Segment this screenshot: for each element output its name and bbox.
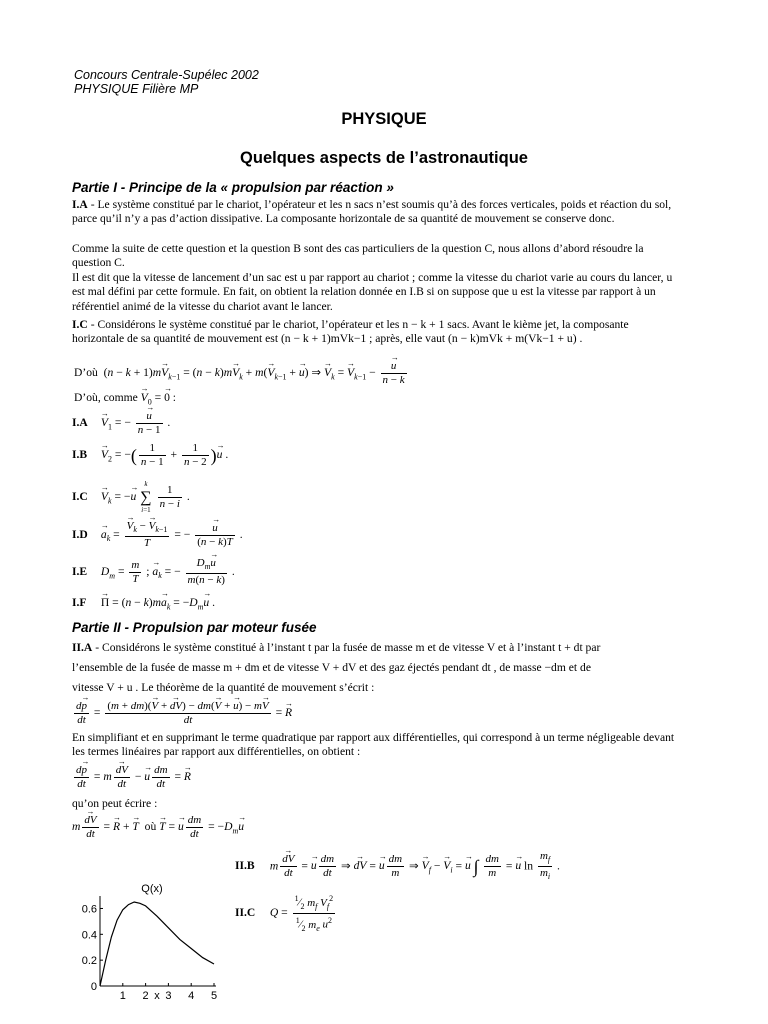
eq-momentum-theorem: $\frac{d\to p}{dt}$ = $\frac{(m + dm)(\to V + \to dV) - dm(\to V + \to u) - m\to V}{dt}$ = → R bbox=[72, 700, 292, 727]
page-title: PHYSIQUE bbox=[341, 110, 427, 128]
eq-simplified: $\frac{d\to p}{dt}$ = m → $\frac{dV}{dt}$ − → u $\frac{dm}{dt}$ = → R bbox=[72, 764, 191, 791]
simplif-paragraph: En simplifiant et en supprimant le terme quadratique par rapport aux différentielles, qui correspond à un terme négligeable devant les termes linéaires par rapport aux différentielles, on obtient : bbox=[72, 731, 675, 759]
quon-text: qu’on peut écrire : bbox=[72, 797, 158, 810]
eq-momentum-balance: D’où $(n - k + 1)m\to V_{k-1} = (n - k)m\to V_k + m(\to V_{k-1}$ + → u) ⇒ → $V_k$ = → $V_{k-1}$ − → $\frac{u}{n - k}$ bbox=[74, 360, 409, 387]
answer-ID: $I.D \to a_k$ = → $\frac{V_k - \to V_{k-1}}{T}$ = − → $\frac{u}{(n - k)T}$ . bbox=[72, 520, 243, 550]
y-tick-label: 0 bbox=[90, 981, 97, 993]
IIA-line-1: II.A - Considérons le système constitué à l’instant t par la fusée de masse m et de vitesse V et à l’instant t + dt par bbox=[72, 641, 601, 654]
q-curve-line bbox=[100, 902, 214, 986]
answer-ID-label: I.D bbox=[72, 527, 88, 541]
IA-label: I.A bbox=[72, 198, 88, 211]
IIA-line-2: l’ensemble de la fusée de masse m + dm et de vitesse V + dV et des gaz éjectés pendant dt , de masse −dm et de bbox=[72, 661, 591, 674]
answer-IF-label: I.F bbox=[72, 596, 87, 609]
answer-IA: $I.A \to V_1$ = − → $\frac{u}{n - 1}$ . bbox=[72, 410, 170, 437]
answer-IIB-label: II.B bbox=[235, 859, 255, 873]
y-tick-label: 0.4 bbox=[81, 929, 97, 942]
document-header bbox=[74, 68, 259, 96]
answer-IE: I.E $D_m$ = $\frac{m}{T}$ ; → $a_k$ = − $\frac{D_m\to u}{m(n - k)}$ . bbox=[72, 557, 235, 587]
answer-IIC-label: II.C bbox=[235, 906, 256, 919]
ou-label: où bbox=[144, 820, 157, 834]
il-paragraph: Il est dit que la vitesse de lancement d’un sac est u par rapport au chariot ; comme la vitesse du chariot varie au cours du lancer, u est mal défini par cette formule. En fait, on obtient la relation donnée en I.B si on suppose que u est la vitesse par rapport à un référentiel animé de la vitesse du chariot avant le lancer. bbox=[72, 271, 673, 313]
header-line-1: Concours Centrale-Supélec 2002 bbox=[74, 68, 259, 82]
x-axis-label: x bbox=[154, 990, 160, 1002]
answer-IC-label: I.C bbox=[72, 490, 88, 504]
IIA-line-3: vitesse V + u . Le théorème de la quantité de mouvement s’écrit : bbox=[72, 681, 375, 694]
y-tick-label: 0.6 bbox=[81, 903, 97, 916]
dou-comme-label: D’où, comme bbox=[74, 391, 138, 404]
answer-IF: $I.F \to \Pi = (n - k)m\to a_k = -D_m\to u$ . bbox=[72, 596, 215, 614]
answer-IB: $I.B \to V_2$ = −( $\frac{1}{n - 1}$ + $\frac{1}{n - 2}$ )→ u . bbox=[72, 442, 228, 469]
answer-IC: $I.C \to V_k$ = −→ u k ∑ i=1 $\frac{1}{n - i}$ . bbox=[72, 478, 190, 517]
answer-IB-label: I.B bbox=[72, 448, 88, 462]
comme-paragraph: Comme la suite de cette question et la question B sont des cas particuliers de la question C, nous allons d’abord résoudre la question C. bbox=[72, 242, 644, 270]
IC-label: I.C bbox=[72, 318, 88, 331]
eq-initial-condition: D’où, comme → $V_0$ = → 0 : bbox=[74, 391, 176, 409]
IA-text: - Le système constitué par le chariot, l’opérateur et les n sacs n’est soumis qu’à des forces verticales, poids et réaction du sol, parce qu’il n’y a pas d’action dissipative. La composante horizontale de sa quantité de mouvement se conserve donc. bbox=[72, 198, 672, 226]
partie-1-heading: Partie I - Principe de la « propulsion par réaction » bbox=[72, 180, 394, 195]
x-tick-label: 4 bbox=[188, 990, 195, 1002]
x-tick-label: 2 bbox=[142, 990, 149, 1002]
partie-2-heading: Partie II - Propulsion par moteur fusée bbox=[72, 620, 317, 635]
chart-series bbox=[100, 902, 214, 986]
answer-IE-label: I.E bbox=[72, 564, 88, 578]
answer-IIC: II.C Q = $\frac{^1⁄_2 m_f V_f^2}{^1⁄_2 m_e u^2}$ bbox=[235, 894, 334, 933]
chart-title: Q(x) bbox=[141, 883, 163, 895]
q-of-x-chart bbox=[78, 880, 228, 1004]
answer-IIB: II.B m → $\frac{dV}{dt}$ = → u $\frac{dm}{dt}$ ⇒ → dV = → u $\frac{dm}{m}$ ⇒ → $V_f$ − → $V_i$ = → u ∫ $\frac{dm}{m}$ = → u ln $\frac{m_f}{m_i}$ . bbox=[235, 850, 560, 883]
y-tick-label: 0.2 bbox=[81, 955, 97, 968]
IC-text: - Considérons le système constitué par le chariot, l’opérateur et les n − k + 1 sacs. Avant le kième jet, la composante horizontale de sa quantité de mouvement est (n − k + 1)mVk−1 ; après, elle vaut (n − k)mVk + m(Vk−1 + u) . bbox=[72, 318, 629, 346]
chart-axes bbox=[100, 896, 216, 986]
answer-IA-label: I.A bbox=[72, 416, 88, 430]
dou-label: D’où bbox=[74, 366, 98, 380]
IIA-label: II.A bbox=[72, 641, 93, 654]
header-line-2: PHYSIQUE Filière MP bbox=[74, 82, 199, 96]
eq-thrust: m → $\frac{dV}{dt}$ = → R + → T où → T = → u $\frac{dm}{dt}$ = $-D_m\to u$ bbox=[72, 814, 244, 841]
IA-paragraph bbox=[72, 198, 682, 227]
page-subtitle: Quelques aspects de l’astronautique bbox=[240, 149, 528, 167]
IC-paragraph bbox=[72, 318, 682, 347]
x-tick-label: 3 bbox=[165, 990, 172, 1002]
x-tick-label: 5 bbox=[210, 990, 218, 1002]
x-tick-label: 1 bbox=[119, 990, 126, 1002]
